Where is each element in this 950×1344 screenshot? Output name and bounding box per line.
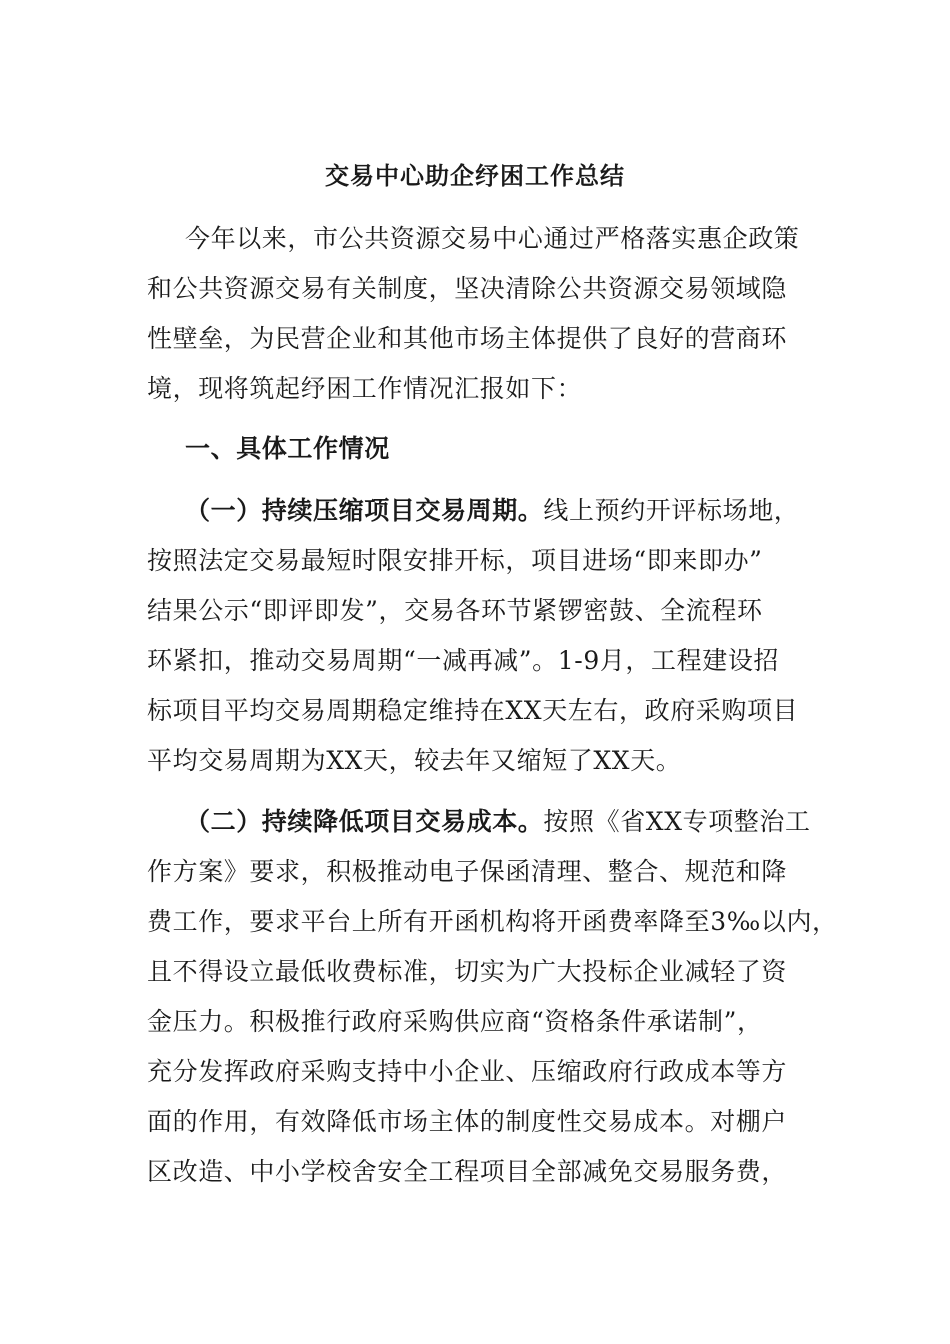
intro-line-1: 今年以来，市公共资源交易中心通过严格落实惠企政策 <box>185 224 800 253</box>
sub1-line-5: 标项目平均交易周期稳定维持在XX天左右，政府采购项目 <box>147 696 799 725</box>
section-heading-1: 一、具体工作情况 <box>185 434 390 463</box>
sub2-line-3: 费工作，要求平台上所有开函机构将开函费率降至3‰以内， <box>147 907 838 936</box>
sub1-line-3: 结果公示“即评即发”，交易各环节紧锣密鼓、全流程环 <box>147 596 763 625</box>
sub1-bold-lead: （一）持续压缩项目交易周期。 <box>185 496 544 525</box>
sub1-line-2: 按照法定交易最短时限安排开标，项目进场“即来即办” <box>147 546 763 575</box>
sub2-line-5: 金压力。积极推行政府采购供应商“资格条件承诺制”， <box>147 1007 763 1036</box>
sub2-line-6: 充分发挥政府采购支持中小企业、压缩政府行政成本等方 <box>147 1057 788 1086</box>
intro-line-3: 性壁垒，为民营企业和其他市场主体提供了良好的营商环 <box>147 324 788 353</box>
sub2-first-line-rest: 按照《省XX专项整治工 <box>543 807 811 836</box>
sub2-line-7: 面的作用，有效降低市场主体的制度性交易成本。对棚户 <box>147 1107 788 1136</box>
sub2-line-4: 且不得设立最低收费标准，切实为广大投标企业减轻了资 <box>147 957 788 986</box>
sub1-line-4: 环紧扣，推动交易周期“一减再减”。1-9月，工程建设招 <box>147 646 780 675</box>
document-title: 交易中心助企纾困工作总结 <box>325 161 625 190</box>
sub1-line-6: 平均交易周期为XX天，较去年又缩短了XX天。 <box>147 746 682 775</box>
sub2-first-line <box>0 804 950 840</box>
sub2-line-2: 作方案》要求，积极推动电子保函清理、整合、规范和降 <box>147 857 788 886</box>
intro-line-2: 和公共资源交易有关制度，坚决清除公共资源交易领域隐 <box>147 274 788 303</box>
intro-line-4: 境，现将筑起纾困工作情况汇报如下： <box>147 374 583 403</box>
sub2-bold-lead: （二）持续降低项目交易成本。 <box>185 807 544 836</box>
sub1-first-line-rest: 线上预约开评标场地， <box>543 496 800 525</box>
sub2-line-8: 区改造、中小学校舍安全工程项目全部减免交易服务费， <box>147 1157 788 1186</box>
sub1-first-line <box>0 493 950 529</box>
